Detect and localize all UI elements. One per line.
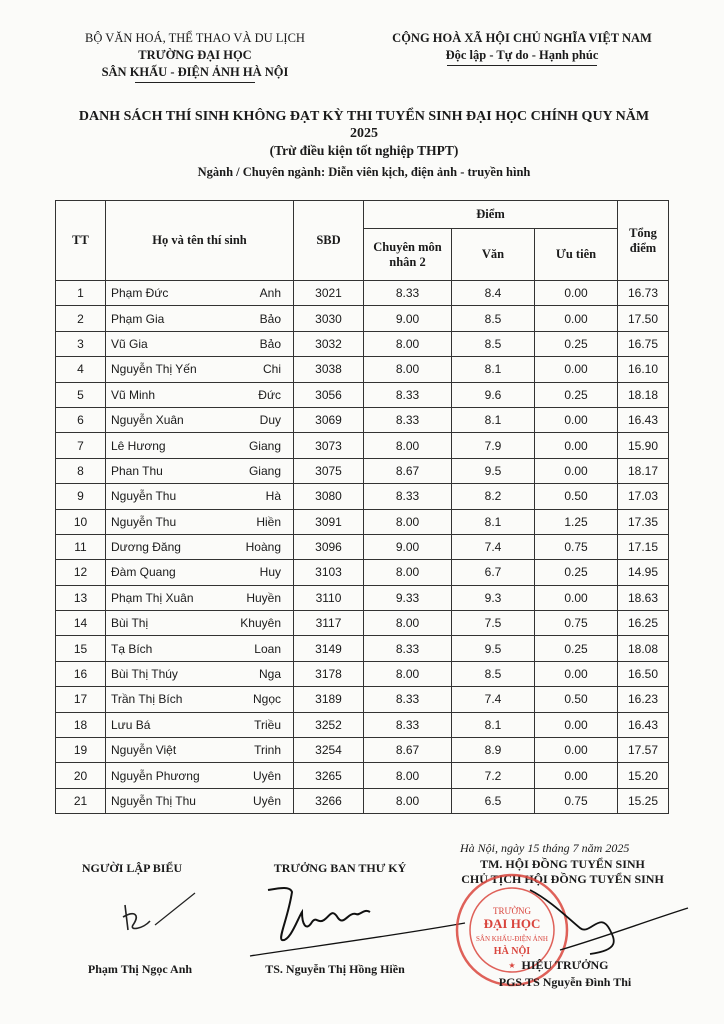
candidate-sbd: 3117 <box>294 611 364 636</box>
surname-middle: Nguyễn Thu <box>111 514 177 529</box>
table-row <box>56 534 669 559</box>
score-major: 9.33 <box>364 585 452 610</box>
candidate-sbd: 3265 <box>294 763 364 788</box>
given-name: Hiền <box>256 514 281 529</box>
score-priority: 0.00 <box>535 661 618 686</box>
chairman-name-block <box>440 957 690 991</box>
header-name: Họ và tên thí sinh <box>106 201 294 281</box>
score-major: 8.00 <box>364 661 452 686</box>
candidate-sbd: 3021 <box>294 281 364 306</box>
header-tt: TT <box>56 201 106 281</box>
score-priority: 0.00 <box>535 458 618 483</box>
score-major: 8.00 <box>364 331 452 356</box>
score-major: 8.00 <box>364 509 452 534</box>
score-priority: 0.00 <box>535 712 618 737</box>
score-priority: 0.00 <box>535 357 618 382</box>
surname-middle: Tạ Bích <box>111 641 153 656</box>
header-score3: Ưu tiên <box>535 229 618 281</box>
row-index: 12 <box>56 560 106 585</box>
score-major: 9.00 <box>364 306 452 331</box>
score-total: 18.17 <box>618 458 669 483</box>
given-name: Loan <box>254 641 281 656</box>
given-name: Khuyên <box>240 616 281 631</box>
title-line2: 2025 <box>350 126 378 141</box>
candidate-sbd: 3110 <box>294 585 364 610</box>
candidate-name <box>106 788 294 813</box>
header-score1: Chuyên môn nhân 2 <box>364 229 452 281</box>
score-literature: 8.5 <box>452 306 535 331</box>
surname-middle: Nguyễn Việt <box>111 743 177 758</box>
score-literature: 8.1 <box>452 712 535 737</box>
row-index: 5 <box>56 382 106 407</box>
given-name: Giang <box>248 438 281 453</box>
surname-middle: Nguyễn Thu <box>111 489 177 504</box>
table-row <box>56 560 669 585</box>
given-name: Nga <box>258 667 281 682</box>
surname-middle: Lưu Bá <box>111 717 151 732</box>
score-major: 8.33 <box>364 382 452 407</box>
score-literature: 8.9 <box>452 738 535 763</box>
candidate-sbd: 3073 <box>294 433 364 458</box>
council-role-line2: CHỦ TỊCH HỘI ĐỒNG TUYỂN SINH <box>461 872 664 886</box>
header-sbd: SBD <box>294 201 364 281</box>
table-row <box>56 484 669 509</box>
score-major: 8.00 <box>364 357 452 382</box>
row-index: 10 <box>56 509 106 534</box>
score-priority: 1.25 <box>535 509 618 534</box>
row-index: 2 <box>56 306 106 331</box>
candidate-name <box>106 509 294 534</box>
candidate-sbd: 3038 <box>294 357 364 382</box>
score-literature: 8.5 <box>452 661 535 686</box>
table-row <box>56 281 669 306</box>
score-total: 18.63 <box>618 585 669 610</box>
score-total: 16.43 <box>618 712 669 737</box>
score-total: 17.50 <box>618 306 669 331</box>
score-literature: 9.6 <box>452 382 535 407</box>
score-total: 17.15 <box>618 534 669 559</box>
given-name: Chi <box>262 362 281 377</box>
preparer-signature <box>95 885 205 945</box>
score-priority: 0.25 <box>535 331 618 356</box>
candidate-name <box>106 661 294 686</box>
table-row <box>56 712 669 737</box>
score-major: 8.00 <box>364 611 452 636</box>
table-row <box>56 357 669 382</box>
score-literature: 9.3 <box>452 585 535 610</box>
score-priority: 0.00 <box>535 738 618 763</box>
row-index: 11 <box>56 534 106 559</box>
given-name: Huy <box>259 565 281 580</box>
score-priority: 0.25 <box>535 636 618 661</box>
score-major: 8.33 <box>364 636 452 661</box>
candidate-name <box>106 382 294 407</box>
svg-text:★: ★ <box>508 961 516 970</box>
score-major: 8.00 <box>364 433 452 458</box>
score-priority: 0.25 <box>535 382 618 407</box>
table-row <box>56 306 669 331</box>
score-total: 15.25 <box>618 788 669 813</box>
score-priority: 0.75 <box>535 611 618 636</box>
score-total: 16.50 <box>618 661 669 686</box>
major-line: Ngành / Chuyên ngành: Diễn viên kịch, điện ảnh - truyền hình <box>197 165 531 179</box>
score-literature: 8.4 <box>452 281 535 306</box>
score-major: 8.33 <box>364 281 452 306</box>
header-total: Tổng điểm <box>618 201 669 281</box>
candidate-sbd: 3069 <box>294 407 364 432</box>
document-date: Hà Nội, ngày 15 tháng 7 năm 2025 <box>460 841 630 855</box>
chairman-signature <box>520 880 690 960</box>
issuing-authority <box>60 30 330 83</box>
score-total: 17.57 <box>618 738 669 763</box>
ministry-name: BỘ VĂN HOÁ, THỂ THAO VÀ DU LỊCH <box>85 31 305 45</box>
score-major: 9.00 <box>364 534 452 559</box>
given-name: Giang <box>248 463 281 478</box>
table-row <box>56 661 669 686</box>
given-name: Huyền <box>246 590 281 605</box>
surname-middle: Vũ Gia <box>111 336 148 351</box>
given-name: Anh <box>259 286 281 301</box>
row-index: 18 <box>56 712 106 737</box>
surname-middle: Nguyễn Xuân <box>111 413 184 428</box>
surname-middle: Dương Đăng <box>111 540 181 555</box>
preparer-name: Phạm Thị Ngọc Anh <box>87 962 193 976</box>
score-literature: 8.1 <box>452 357 535 382</box>
table-row <box>56 509 669 534</box>
score-priority: 0.75 <box>535 788 618 813</box>
row-index: 14 <box>56 611 106 636</box>
surname-middle: Nguyễn Thị Thu <box>111 794 196 808</box>
candidate-name <box>106 738 294 763</box>
candidate-sbd: 3178 <box>294 661 364 686</box>
score-major: 8.67 <box>364 458 452 483</box>
score-literature: 9.5 <box>452 636 535 661</box>
candidate-name <box>106 712 294 737</box>
table-row <box>56 788 669 813</box>
candidate-sbd: 3091 <box>294 509 364 534</box>
score-literature: 6.5 <box>452 788 535 813</box>
surname-middle: Nguyễn Phương <box>111 768 200 783</box>
score-literature: 7.2 <box>452 763 535 788</box>
score-priority: 0.50 <box>535 687 618 712</box>
table-row <box>56 433 669 458</box>
candidate-name <box>106 458 294 483</box>
row-index: 7 <box>56 433 106 458</box>
row-index: 20 <box>56 763 106 788</box>
score-literature: 9.5 <box>452 458 535 483</box>
score-total: 15.20 <box>618 763 669 788</box>
row-index: 3 <box>56 331 106 356</box>
candidate-name <box>106 484 294 509</box>
score-total: 18.08 <box>618 636 669 661</box>
score-priority: 0.25 <box>535 560 618 585</box>
score-literature: 7.4 <box>452 687 535 712</box>
surname-middle: Bùi Thị <box>111 616 149 631</box>
score-priority: 0.00 <box>535 585 618 610</box>
score-literature: 7.9 <box>452 433 535 458</box>
score-total: 16.43 <box>618 407 669 432</box>
table-row <box>56 763 669 788</box>
score-literature: 6.7 <box>452 560 535 585</box>
candidate-name <box>106 560 294 585</box>
score-literature: 8.5 <box>452 331 535 356</box>
candidate-name <box>106 611 294 636</box>
document-title <box>54 108 674 181</box>
candidate-name <box>106 433 294 458</box>
score-priority: 0.00 <box>535 433 618 458</box>
chairman-name: PGS.TS Nguyễn Đình Thi <box>498 975 632 989</box>
surname-middle: Phạm Đức <box>111 286 169 301</box>
score-priority: 0.00 <box>535 763 618 788</box>
candidate-name <box>106 281 294 306</box>
table-body <box>56 281 669 814</box>
svg-text:ĐẠI HỌC: ĐẠI HỌC <box>483 916 541 931</box>
score-priority: 0.00 <box>535 281 618 306</box>
title-line3: (Trừ điều kiện tốt nghiệp THPT) <box>269 143 459 158</box>
row-index: 15 <box>56 636 106 661</box>
candidate-name <box>106 585 294 610</box>
national-header <box>372 30 672 66</box>
table-row <box>56 687 669 712</box>
row-index: 1 <box>56 281 106 306</box>
table-row <box>56 585 669 610</box>
candidate-table <box>55 200 669 814</box>
given-name: Ngọc <box>252 692 281 707</box>
surname-middle: Trần Thị Bích <box>111 692 183 707</box>
surname-middle: Lê Hương <box>111 438 166 453</box>
row-index: 19 <box>56 738 106 763</box>
candidate-sbd: 3096 <box>294 534 364 559</box>
table-row <box>56 407 669 432</box>
country-name: CỘNG HOÀ XÃ HỘI CHỦ NGHĨA VIỆT NAM <box>392 31 652 45</box>
score-major: 8.00 <box>364 560 452 585</box>
candidate-sbd: 3030 <box>294 306 364 331</box>
candidate-sbd: 3032 <box>294 331 364 356</box>
row-index: 6 <box>56 407 106 432</box>
school-name-line1: TRƯỜNG ĐẠI HỌC <box>138 48 252 62</box>
score-total: 16.23 <box>618 687 669 712</box>
secretary-role: TRƯỞNG BAN THƯ KÝ <box>273 861 407 875</box>
header-score-group: Điểm <box>364 201 618 229</box>
candidate-sbd: 3103 <box>294 560 364 585</box>
given-name: Uyên <box>252 794 281 808</box>
preparer-role: NGƯỜI LẬP BIỂU <box>81 861 183 875</box>
candidate-sbd: 3056 <box>294 382 364 407</box>
surname-middle: Phan Thu <box>111 463 163 478</box>
surname-middle: Phạm Thị Xuân <box>111 590 194 605</box>
row-index: 8 <box>56 458 106 483</box>
score-priority: 0.00 <box>535 306 618 331</box>
candidate-sbd: 3266 <box>294 788 364 813</box>
candidate-sbd: 3149 <box>294 636 364 661</box>
candidate-name <box>106 407 294 432</box>
given-name: Triều <box>254 717 281 732</box>
council-role-line1: TM. HỘI ĐỒNG TUYỂN SINH <box>480 857 645 871</box>
given-name: Trinh <box>254 743 281 758</box>
candidate-name <box>106 763 294 788</box>
row-index: 9 <box>56 484 106 509</box>
candidate-sbd: 3189 <box>294 687 364 712</box>
score-priority: 0.00 <box>535 407 618 432</box>
table-row <box>56 331 669 356</box>
score-major: 8.33 <box>364 407 452 432</box>
score-total: 14.95 <box>618 560 669 585</box>
candidate-sbd: 3254 <box>294 738 364 763</box>
given-name: Bảo <box>259 336 281 351</box>
svg-text:TRƯỜNG: TRƯỜNG <box>493 906 531 916</box>
score-major: 8.00 <box>364 788 452 813</box>
header-underline-right <box>447 65 597 66</box>
score-major: 8.67 <box>364 738 452 763</box>
row-index: 17 <box>56 687 106 712</box>
row-index: 16 <box>56 661 106 686</box>
school-name-line2: SÂN KHẤU - ĐIỆN ẢNH HÀ NỘI <box>101 65 289 79</box>
candidate-name <box>106 687 294 712</box>
given-name: Uyên <box>252 768 281 783</box>
surname-middle: Phạm Gia <box>111 311 165 326</box>
score-priority: 0.50 <box>535 484 618 509</box>
table-row <box>56 458 669 483</box>
title-line1: DANH SÁCH THÍ SINH KHÔNG ĐẠT KỲ THI TUYỂN SINH ĐẠI HỌC CHÍNH QUY NĂM <box>78 109 650 124</box>
candidate-sbd: 3075 <box>294 458 364 483</box>
score-literature: 8.1 <box>452 407 535 432</box>
row-index: 21 <box>56 788 106 813</box>
score-total: 16.73 <box>618 281 669 306</box>
candidate-name <box>106 357 294 382</box>
score-total: 18.18 <box>618 382 669 407</box>
given-name: Duy <box>259 413 281 428</box>
score-literature: 8.1 <box>452 509 535 534</box>
given-name: Bảo <box>259 311 281 326</box>
candidate-name <box>106 534 294 559</box>
surname-middle: Nguyễn Thị Yến <box>111 362 197 377</box>
score-major: 8.33 <box>364 712 452 737</box>
score-literature: 8.2 <box>452 484 535 509</box>
score-total: 17.35 <box>618 509 669 534</box>
table-row <box>56 738 669 763</box>
row-index: 13 <box>56 585 106 610</box>
national-motto: Độc lập - Tự do - Hạnh phúc <box>445 48 599 62</box>
surname-middle: Đàm Quang <box>111 565 176 580</box>
score-total: 17.03 <box>618 484 669 509</box>
secretary-name: TS. Nguyễn Thị Hồng Hiền <box>265 962 405 976</box>
header-underline-left <box>135 82 255 83</box>
candidate-name <box>106 331 294 356</box>
svg-text:HÀ NỘI: HÀ NỘI <box>493 946 531 957</box>
score-major: 8.33 <box>364 687 452 712</box>
score-literature: 7.4 <box>452 534 535 559</box>
svg-text:SÂN KHẤU-ĐIỆN ẢNH: SÂN KHẤU-ĐIỆN ẢNH <box>476 935 548 943</box>
given-name: Hoàng <box>245 540 281 555</box>
score-total: 16.10 <box>618 357 669 382</box>
header-score2: Văn <box>452 229 535 281</box>
table-row <box>56 636 669 661</box>
candidate-name <box>106 306 294 331</box>
row-index: 4 <box>56 357 106 382</box>
chairman-title: HIỆU TRƯỞNG <box>521 958 609 972</box>
score-priority: 0.75 <box>535 534 618 559</box>
candidate-name <box>106 636 294 661</box>
score-major: 8.00 <box>364 763 452 788</box>
score-total: 15.90 <box>618 433 669 458</box>
table-row <box>56 611 669 636</box>
surname-middle: Vũ Minh <box>111 387 156 402</box>
secretary-signature <box>240 878 470 968</box>
surname-middle: Bùi Thị Thúy <box>111 667 178 682</box>
candidate-sbd: 3252 <box>294 712 364 737</box>
table-row <box>56 382 669 407</box>
given-name: Hà <box>265 489 281 504</box>
score-literature: 7.5 <box>452 611 535 636</box>
score-total: 16.75 <box>618 331 669 356</box>
candidate-sbd: 3080 <box>294 484 364 509</box>
score-major: 8.33 <box>364 484 452 509</box>
given-name: Đức <box>258 387 281 402</box>
score-total: 16.25 <box>618 611 669 636</box>
